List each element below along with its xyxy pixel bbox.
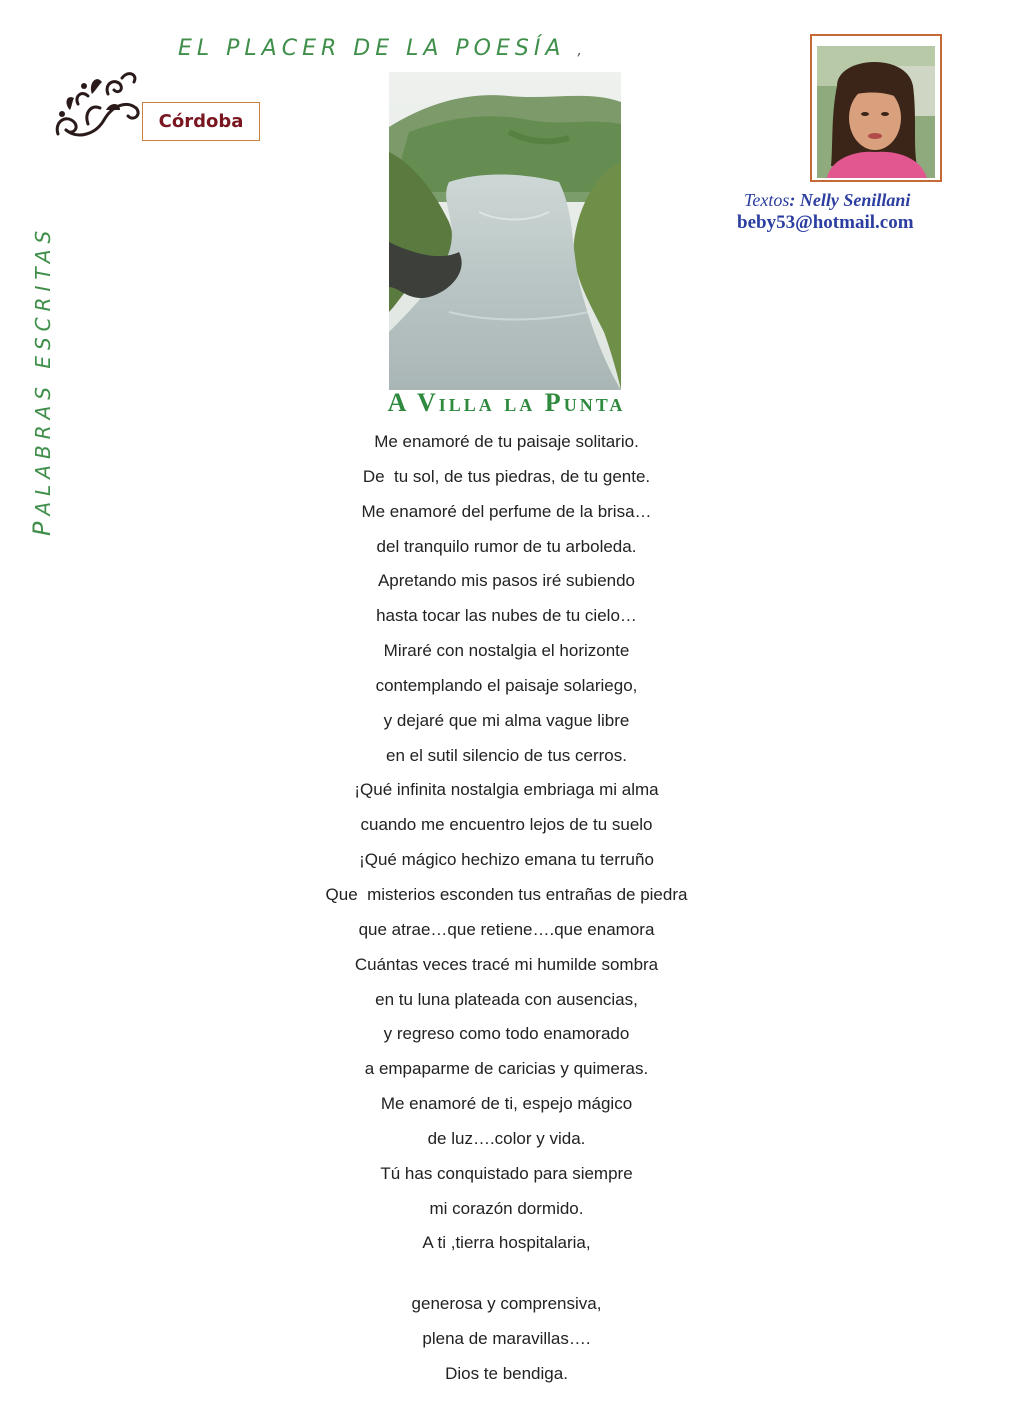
poem-line: ¡Qué mágico hechizo emana tu terruño <box>359 850 654 870</box>
poem-line: mi corazón dormido. <box>429 1198 584 1218</box>
poem-line: Miraré con nostalgia el horizonte <box>383 641 630 661</box>
poem-line: y regreso como todo enamorado <box>383 1024 630 1044</box>
poem-line: Me enamoré de ti, espejo mágico <box>380 1094 633 1114</box>
poem-line: a empaparme de caricias y quimeras. <box>364 1059 649 1079</box>
poem-line: generosa y comprensiva, <box>411 1294 602 1314</box>
poem-line: Tú has conquistado para siempre <box>380 1163 633 1183</box>
side-label-rest: ALABRAS ESCRITAS <box>31 224 55 516</box>
flourish-ornament-icon <box>48 64 144 148</box>
poem-line: plena de maravillas…. <box>422 1329 591 1349</box>
poem-line: en el sutil silencio de tus cerros. <box>386 745 627 765</box>
author-name: Nelly Senillani <box>799 190 911 210</box>
side-label-initial: P <box>28 515 56 536</box>
credit-prefix: Textos <box>744 190 790 210</box>
poem-line: Que misterios esconden tus entrañas de piedra <box>325 884 688 904</box>
poem-line: del tranquilo rumor de tu arboleda. <box>376 536 637 556</box>
poem-title: A Villa la Punta <box>387 388 626 417</box>
poem-line: y dejaré que mi alma vague libre <box>383 710 630 730</box>
poem-line: contemplando el paisaje solariego, <box>375 675 638 695</box>
poem-line: A ti ,tierra hospitalaria, <box>422 1233 591 1253</box>
poem-line: De tu sol, de tus piedras, de tu gente. <box>362 466 651 486</box>
region-box <box>142 102 260 141</box>
poem-line: Me enamoré del perfume de la brisa… <box>361 501 652 521</box>
poem-line: en tu luna plateada con ausencias, <box>375 989 638 1009</box>
poem-line: hasta tocar las nubes de tu cielo… <box>376 606 637 626</box>
river-landscape-photo <box>389 72 621 390</box>
poem-line: cuando me encuentro lejos de tu suelo <box>360 815 653 835</box>
author-photo-frame <box>810 34 942 182</box>
poem-line: que atrae…que retiene….que enamora <box>358 919 655 939</box>
author-email: beby53@hotmail.com <box>737 212 914 233</box>
poem-line: Apretando mis pasos iré subiendo <box>377 571 636 591</box>
poem-closing-stanza <box>0 1292 1013 1397</box>
poem-line: Dios te bendiga. <box>445 1363 568 1383</box>
poem-line: Cuántas veces tracé mi humilde sombra <box>354 954 659 974</box>
stanza-gap <box>0 1266 1013 1292</box>
poem-line: de luz….color y vida. <box>427 1128 586 1148</box>
poem-stanza <box>0 430 1013 1266</box>
author-credit <box>744 190 910 211</box>
author-portrait-photo <box>817 46 935 178</box>
section-title-text: EL PLACER DE LA POESÍA <box>178 36 566 61</box>
section-title-mark: , <box>577 43 582 59</box>
region-label: Córdoba <box>158 111 244 132</box>
credit-separator: : <box>789 190 800 210</box>
section-title <box>178 36 582 61</box>
poem-line: ¡Qué infinita nostalgia embriaga mi alma <box>354 780 659 800</box>
poem-body <box>0 430 1013 1397</box>
poem-line: Me enamoré de tu paisaje solitario. <box>374 432 639 451</box>
